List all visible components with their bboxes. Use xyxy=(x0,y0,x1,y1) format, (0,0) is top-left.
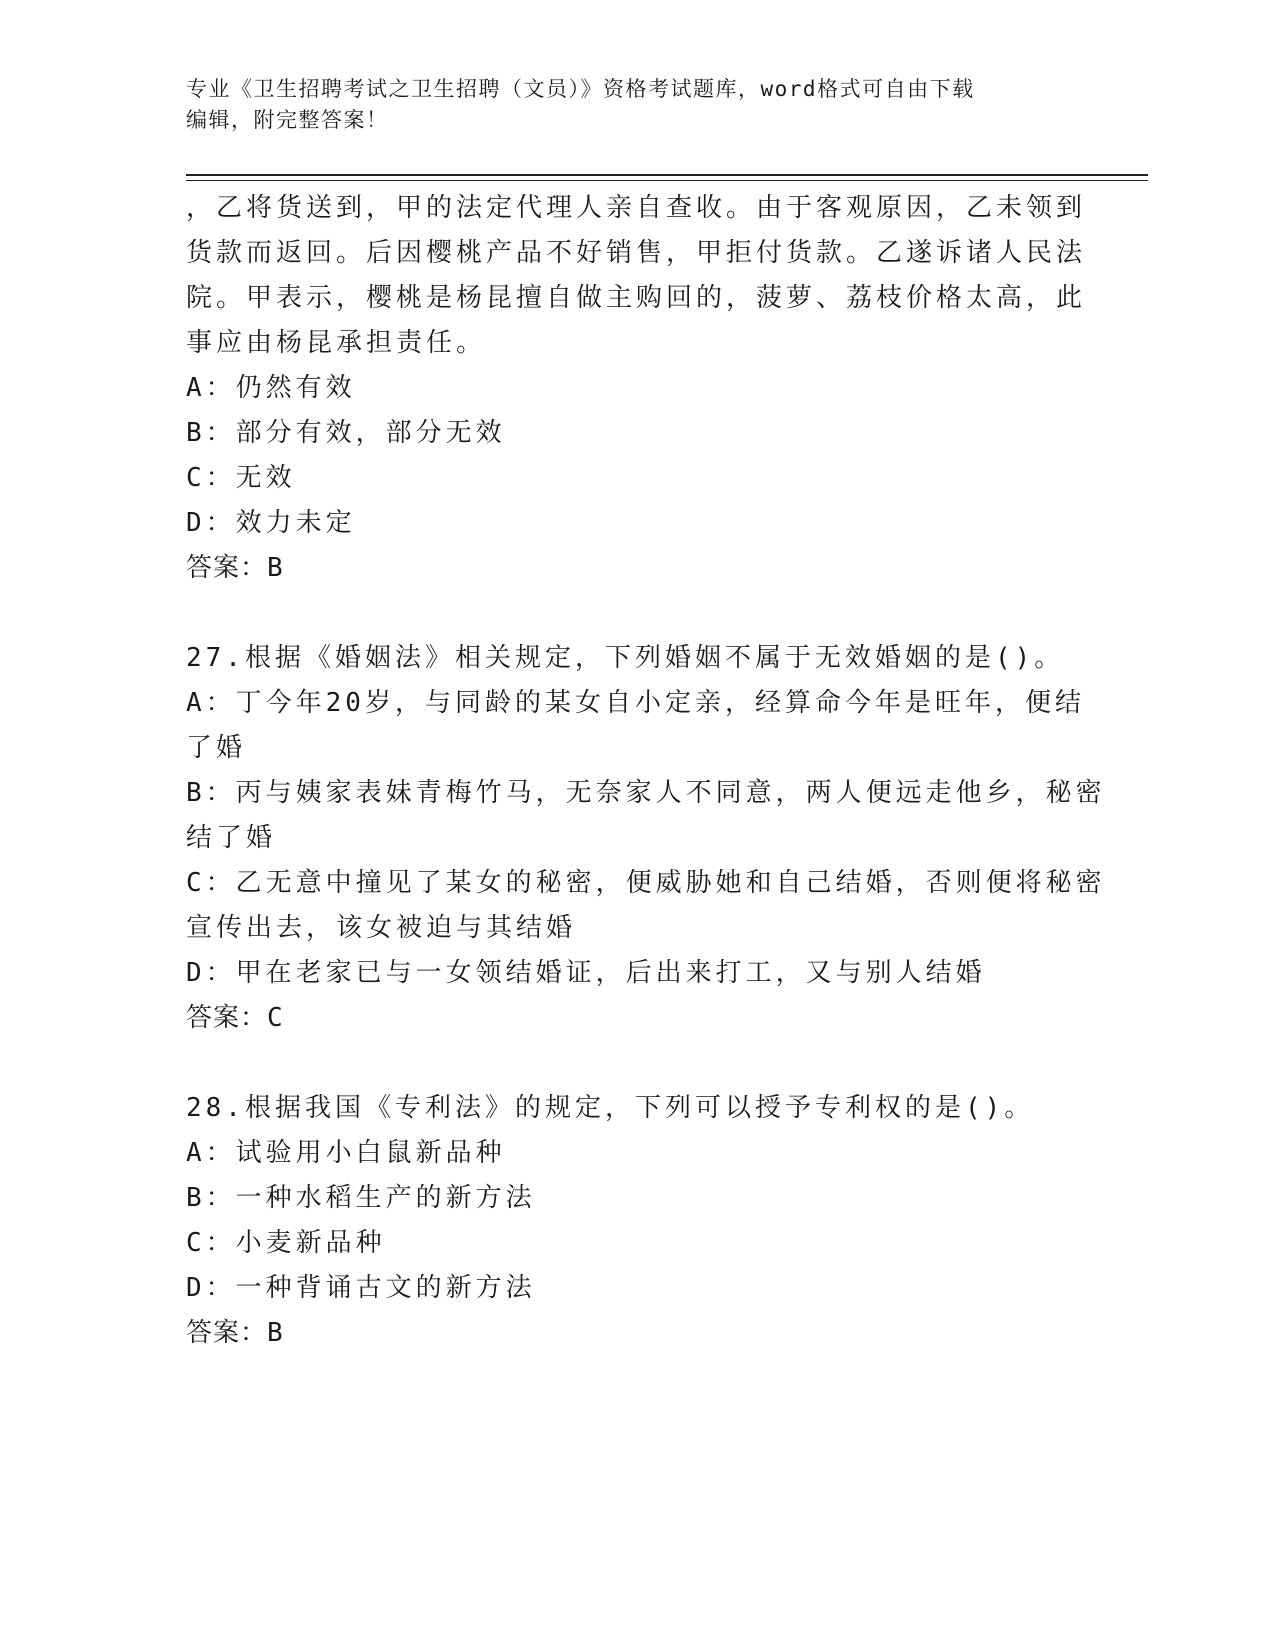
header-divider-thin xyxy=(186,180,1148,181)
question-28-answer: 答案：B xyxy=(186,1318,284,1348)
stem-line: ，乙将货送到，甲的法定代理人亲自查收。由于客观原因，乙未领到 xyxy=(186,193,1087,223)
header-line-2: 编辑，附完整答案！ xyxy=(186,108,389,132)
question-27-options xyxy=(186,681,1106,996)
header-divider-thick xyxy=(186,174,1148,176)
option-c-line-1: C：乙无意中撞见了某女的秘密，便威胁她和自己结婚，否则便将秘密 xyxy=(186,868,1106,898)
stem-line: 事应由杨昆承担责任。 xyxy=(186,328,487,358)
header-line-1: 专业《卫生招聘考试之卫生招聘（文员）》资格考试题库，word格式可自由下载 xyxy=(186,77,975,101)
question-26-stem-tail xyxy=(186,186,1087,366)
option-d: D：甲在老家已与一女领结婚证，后出来打工，又与别人结婚 xyxy=(186,958,986,988)
question-26-options xyxy=(186,366,1076,546)
document-header xyxy=(186,74,1056,136)
question-27-answer: 答案：C xyxy=(186,1003,284,1033)
option-c: C：无效 xyxy=(186,463,296,493)
option-a: A：试验用小白鼠新品种 xyxy=(186,1138,506,1168)
question-28-options xyxy=(186,1131,1076,1311)
option-d: D：一种背诵古文的新方法 xyxy=(186,1273,536,1303)
option-c: C：小麦新品种 xyxy=(186,1228,386,1258)
option-b-line-1: B：丙与姨家表妹青梅竹马，无奈家人不同意，两人便远走他乡，秘密 xyxy=(186,778,1106,808)
option-a-line-2: 了婚 xyxy=(186,733,247,763)
option-a-line-1: A：丁今年20岁，与同龄的某女自小定亲，经算命今年是旺年，便结 xyxy=(186,688,1085,718)
question-27-stem: 27.根据《婚姻法》相关规定，下列婚姻不属于无效婚姻的是()。 xyxy=(186,643,1065,673)
option-b: B：一种水稻生产的新方法 xyxy=(186,1183,536,1213)
question-26-answer: 答案：B xyxy=(186,553,284,583)
option-d: D：效力未定 xyxy=(186,508,356,538)
question-content xyxy=(186,186,1106,1356)
option-b-line-2: 结了婚 xyxy=(186,823,277,853)
option-a: A：仍然有效 xyxy=(186,373,356,403)
question-28-stem: 28.根据我国《专利法》的规定，下列可以授予专利权的是()。 xyxy=(186,1093,1035,1123)
stem-line: 院。甲表示，樱桃是杨昆擅自做主购回的，菠萝、荔枝价格太高，此 xyxy=(186,283,1087,313)
option-b: B：部分有效，部分无效 xyxy=(186,418,506,448)
option-c-line-2: 宣传出去，该女被迫与其结婚 xyxy=(186,913,577,943)
stem-line: 货款而返回。后因樱桃产品不好销售，甲拒付货款。乙遂诉诸人民法 xyxy=(186,238,1087,268)
